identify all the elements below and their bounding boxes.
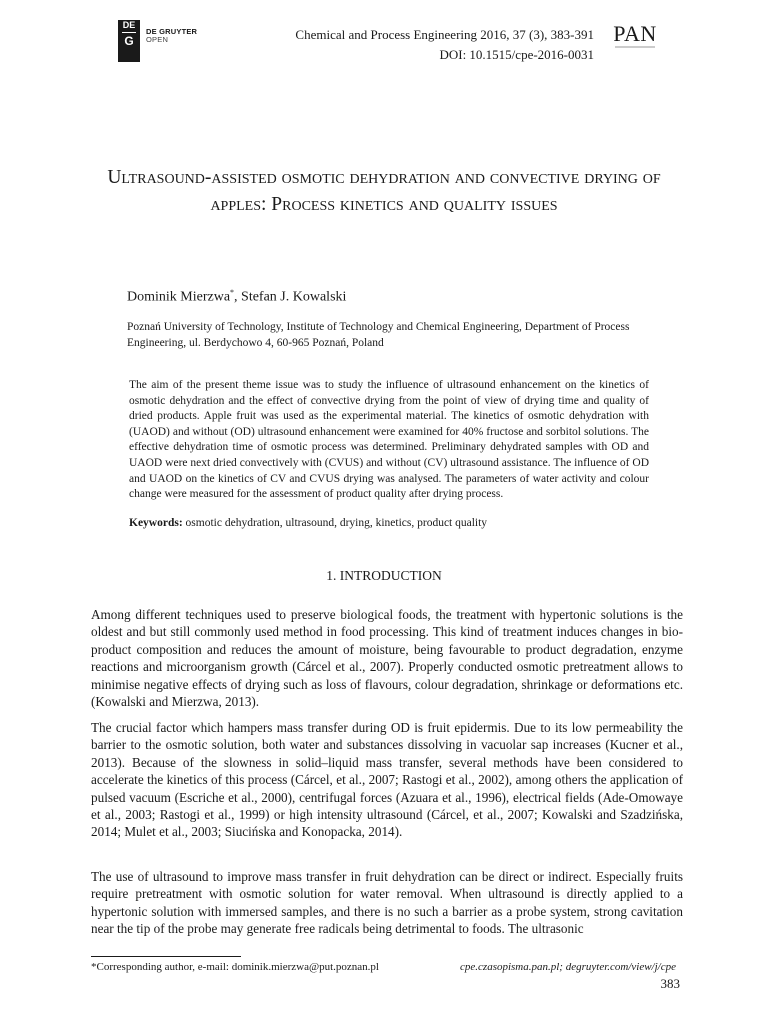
pan-subline-mark: [615, 45, 655, 49]
doi: DOI: 10.1515/cpe-2016-0031: [439, 47, 594, 62]
author-2: , Stefan J. Kowalski: [234, 289, 347, 305]
pan-logo-text: PAN: [613, 21, 657, 46]
keywords-text: osmotic dehydration, ultrasound, drying, kinetics, product quality: [182, 517, 488, 529]
abstract: The aim of the present theme issue was to study the influence of ultrasound enhancement on the kinetics of osmotic dehydration and the effect of convective drying from the point of view of drying time and quality of dried products. Apple fruit was used as the experimental material. The kinetics of osmotic dehydration with (UAOD) and without (OD) ultrasound enhancement were examined for 40% fructose and sorbitol solutions. The effective dehydration time of osmotic process was determined. Preliminary dehydrated samples with OD and UAOD were next dried convectively with (CVUS) and without (CV) ultrasound assistance. The influence of OD and UAOD on the kinetics of CV and CVUS drying was analysed. The parameters of water activity and colour change were measured for the assessment of product quality after drying process.: [129, 379, 649, 501]
paragraph-2: The crucial factor which hampers mass transfer during OD is fruit epidermis. Due to its low permeability the barrier to the osmotic solution, both water and substances dissolving in vacuolar sap increases (Kucner et al., 2013). Because of the slowness in solid–liquid mass transfer, several methods have been considered to accelerate the kinetics of this process (Cárcel, et al., 2007; Rastogi et al., 2002), among others the application of pulsed vacuum (Escriche et al., 2000), centrifugal forces (Azuara et al., 1996), electrical fields (Ade-Omowaye et al., 2003; Rastogi et al., 1999) or high intensity ultrasound (Cárcel, et al., 2007; Kowalski and Szadzińska, 2014; Mulet et al., 2003; Siucińska and Konopacka, 2014).: [91, 720, 683, 840]
de-gruyter-logo: [118, 20, 140, 62]
paragraph-1: Among different techniques used to preserve biological foods, the treatment with hypertonic solutions is the oldest and but still commonly used method in food processing. This kind of treatment induces changes in bio-product composition and reduces the amount of moisture, being favourable to product degradation, enzyme reactions and microorganism growth (Cárcel et al., 2007). Properly conducted osmotic pretreatment allows to minimise negative effects of drying such as loss of flavours, colour degradation, shrinkage or deformations etc. (Kowalski and Mierzwa, 2013).: [91, 607, 683, 710]
publisher-sub: OPEN: [146, 35, 169, 44]
corresponding-mark: *: [230, 288, 235, 297]
pan-logo: [612, 23, 658, 50]
page-number: 383: [660, 976, 680, 991]
keywords: [129, 516, 649, 531]
paper-title: Ultrasound-assisted osmotic dehydration and convective drying of apples: Process kinetics and quality issues: [107, 167, 661, 215]
logo-divider: [122, 32, 136, 33]
journal-info: [295, 25, 594, 65]
logo-letters-top: DE: [122, 20, 136, 30]
publisher-name: DE GRUYTER: [146, 27, 198, 36]
pan-logo-subline: [612, 45, 658, 50]
journal-citation: Chemical and Process Engineering 2016, 37 (3), 383-391: [295, 27, 594, 42]
publisher-name-block: [146, 28, 197, 44]
affiliation: Poznań University of Technology, Institute of Technology and Chemical Engineering, Department of Process Engineering, ul. Berdychowo 4, 60-965 Poznań, Poland: [127, 321, 630, 349]
logo-letter-bottom: G: [124, 34, 134, 48]
keywords-label: Keywords:: [129, 517, 183, 529]
section-heading: 1. INTRODUCTION: [326, 568, 442, 583]
footnote-rule: [91, 956, 241, 957]
footnote: *Corresponding author, e-mail: dominik.mierzwa@put.poznan.pl: [91, 961, 379, 973]
author-1: Dominik Mierzwa: [127, 289, 231, 305]
footer-url[interactable]: cpe.czasopisma.pan.pl; degruyter.com/view/j/cpe: [460, 961, 676, 973]
paragraph-3: The use of ultrasound to improve mass transfer in fruit dehydration can be direct or indirect. Especially fruits require pretreatment with osmotic solution for water removal. When ultrasound is directly applied to a hypertonic solution with immersed samples, and there is no such a barrier as a probe system, strong cavitation near the tip of the probe may generate free radicals being detrimental to foods. The ultrasonic: [91, 869, 683, 937]
authors: [127, 288, 346, 306]
